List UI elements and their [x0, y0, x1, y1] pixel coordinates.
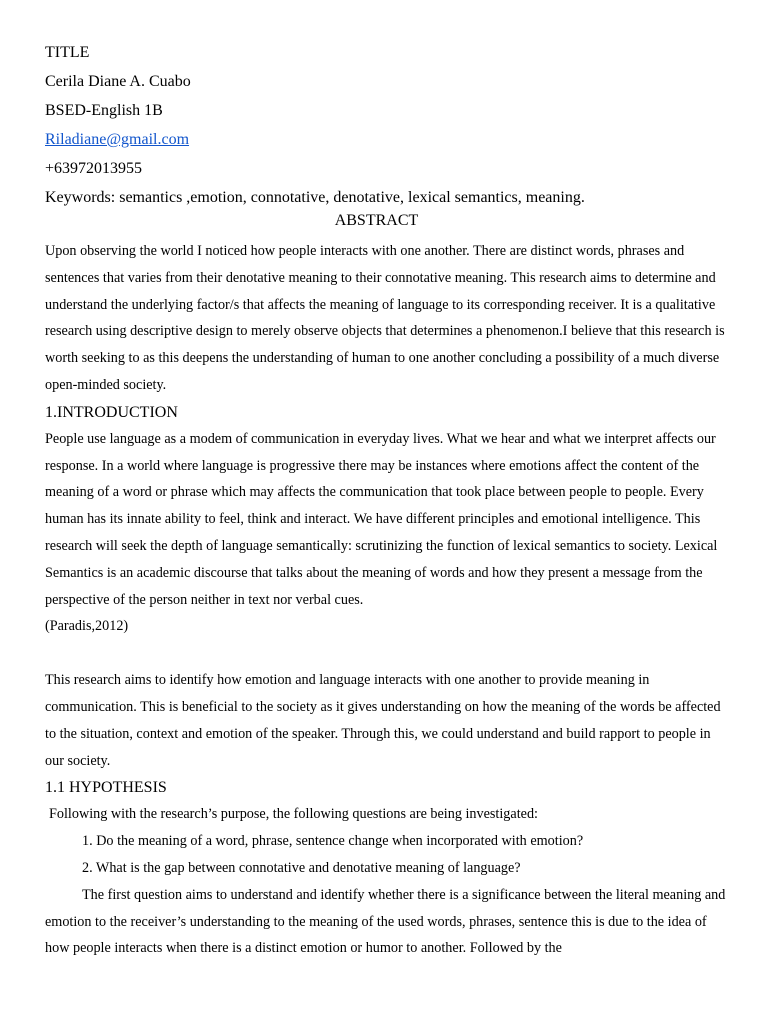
hypothesis-paragraph: The first question aims to understand and identify whether there is a significance between the literal meaning and emotion to the receiver’s understanding to the meaning of the used words, phrases, sentence this is due to the idea of how people interacts when there is a distinct emotion or humor to another. Followed by the: [45, 886, 726, 957]
paper-title: TITLE: [45, 44, 90, 61]
keywords: Keywords: semantics ,emotion, connotative, denotative, lexical semantics, meaning.: [45, 189, 585, 206]
author-email-link[interactable]: Riladiane@gmail.com: [45, 131, 190, 148]
hypothesis-question-1: 1. Do the meaning of a word, phrase, sentence change when incorporated with emotion?: [82, 833, 584, 850]
hypothesis-question-2: 2. What is the gap between connotative and denotative meaning of language?: [82, 859, 521, 876]
author-email-line: [45, 130, 728, 150]
author-program: BSED-English 1B: [45, 102, 163, 119]
introduction-heading: 1.INTRODUCTION: [45, 403, 178, 421]
hypothesis-heading: 1.1 HYPOTHESIS: [45, 779, 167, 797]
hypothesis-intro: Following with the research’s purpose, the following questions are being investigated:: [49, 806, 538, 823]
research-aim-paragraph: This research aims to identify how emotion and language interacts with one another to provide meaning in communication. This is beneficial to the society as it gives understanding on how the meaning of the words be affected to the situation, context and emotion of the speaker. Through this, we could understand and build rapport to people in our society.: [45, 672, 721, 769]
abstract-heading: ABSTRACT: [334, 212, 419, 229]
author-name: Cerila Diane A. Cuabo: [45, 73, 191, 90]
paragraph-gap: [45, 640, 728, 667]
introduction-paragraph: People use language as a modem of communication in everyday lives. What we hear and what we interpret affects our response. In a world where language is progressive there may be instances where emotions affect the content of the meaning of a word or phrase which may affects the communication that took place between people to people. Every human has its innate ability to feel, think and interact. We have different principles and emotional intelligence. This research will seek the depth of language semantically: scrutinizing the function of lexical semantics to society. Lexical Semantics is an academic discourse that talks about the meaning of words and how they present a message from the perspective of the person neither in text nor verbal cues.: [45, 430, 718, 608]
abstract-text: Upon observing the world I noticed how people interacts with one another. There are distinct words, phrases and sentences that varies from their denotative meaning to their connotative meaning. This research aims to determine and understand the underlying factor/s that affects the meaning of language to its corresponding receiver. It is a qualitative research using descriptive design to merely observe objects that determines a phenomenon.I believe that this research is worth seeking to as this deepens the understanding of human to one another concluding a possibility of a much diverse open-minded society.: [45, 243, 725, 393]
author-phone: +63972013955: [45, 160, 143, 177]
introduction-citation: (Paradis,2012): [45, 618, 129, 635]
